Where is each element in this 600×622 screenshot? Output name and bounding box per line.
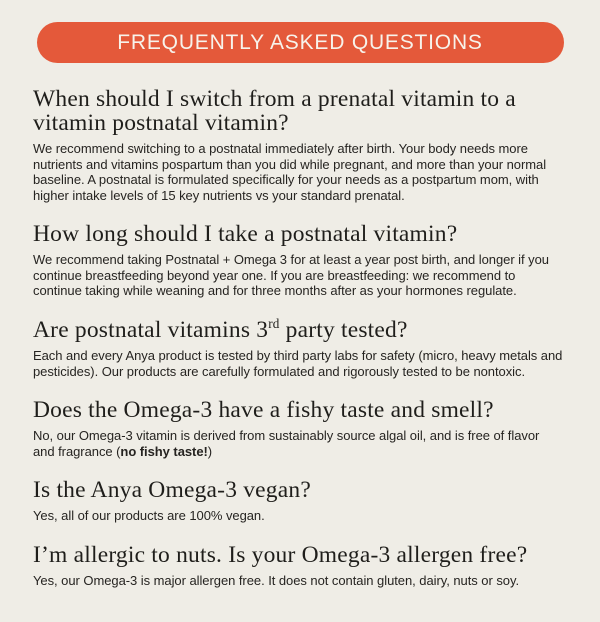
faq-question: Does the Omega-3 have a fishy taste and smell?: [33, 397, 494, 424]
faq-item-how-long: [33, 223, 564, 299]
faq-answer: Each and every Anya product is tested by third party labs for safety (micro, heavy metals and pesticides). Our products are carefully formulated and rigorously tested to be nontoxic.: [33, 348, 563, 379]
faq-answer: Yes, our Omega-3 is major allergen free. It does not contain gluten, dairy, nuts or soy.: [33, 572, 520, 588]
emphasis-text: no fishy taste!: [120, 443, 208, 459]
faq-question: When should I switch from a prenatal vitamin to a vitamin postnatal vitamin?: [33, 86, 516, 136]
faq-question: I’m allergic to nuts. Is your Omega-3 allergen free?: [33, 541, 528, 568]
faq-item-allergen-free: [33, 541, 564, 589]
faq-answer: We recommend switching to a postnatal immediately after birth. Your body needs more nutrients and vitamins pospartum than you did while pregnant, and more than your normal baseline. A postnatal is formulated specifically for your needs as a postpartum mom, with higher intake levels of 15 key nutrients vs your standard prenatal.: [33, 140, 547, 203]
faq-page: [0, 22, 600, 622]
faq-answer: Yes, all of our products are 100% vegan.: [33, 508, 265, 524]
faq-item-switch-prenatal: [33, 88, 564, 203]
faq-item-vegan: [33, 479, 564, 524]
faq-item-third-party-tested: [33, 316, 564, 379]
faq-banner: [37, 22, 564, 63]
faq-list: [0, 63, 600, 589]
faq-item-fishy-taste: [33, 399, 564, 459]
faq-banner-title: FREQUENTLY ASKED QUESTIONS: [117, 30, 483, 54]
faq-question: Is the Anya Omega-3 vegan?: [33, 477, 311, 504]
faq-answer: [33, 428, 564, 459]
faq-answer-text: No, our Omega-3 vitamin is derived from sustainably source algal oil, and is free of flavor and fragrance (: [33, 428, 540, 459]
faq-question: [33, 316, 564, 344]
ordinal-suffix: rd: [268, 316, 280, 332]
faq-question-text: party tested?: [279, 317, 408, 344]
faq-question: How long should I take a postnatal vitamin?: [33, 221, 458, 248]
faq-answer: We recommend taking Postnatal + Omega 3 for at least a year post birth, and longer if you continue breastfeeding beyond year one. If you are breastfeeding: we recommend to continue taking while weaning and for three months after as your hormones regulate.: [33, 252, 549, 299]
faq-question-text: Are postnatal vitamins 3: [33, 317, 269, 344]
faq-answer-text: ): [207, 443, 213, 459]
